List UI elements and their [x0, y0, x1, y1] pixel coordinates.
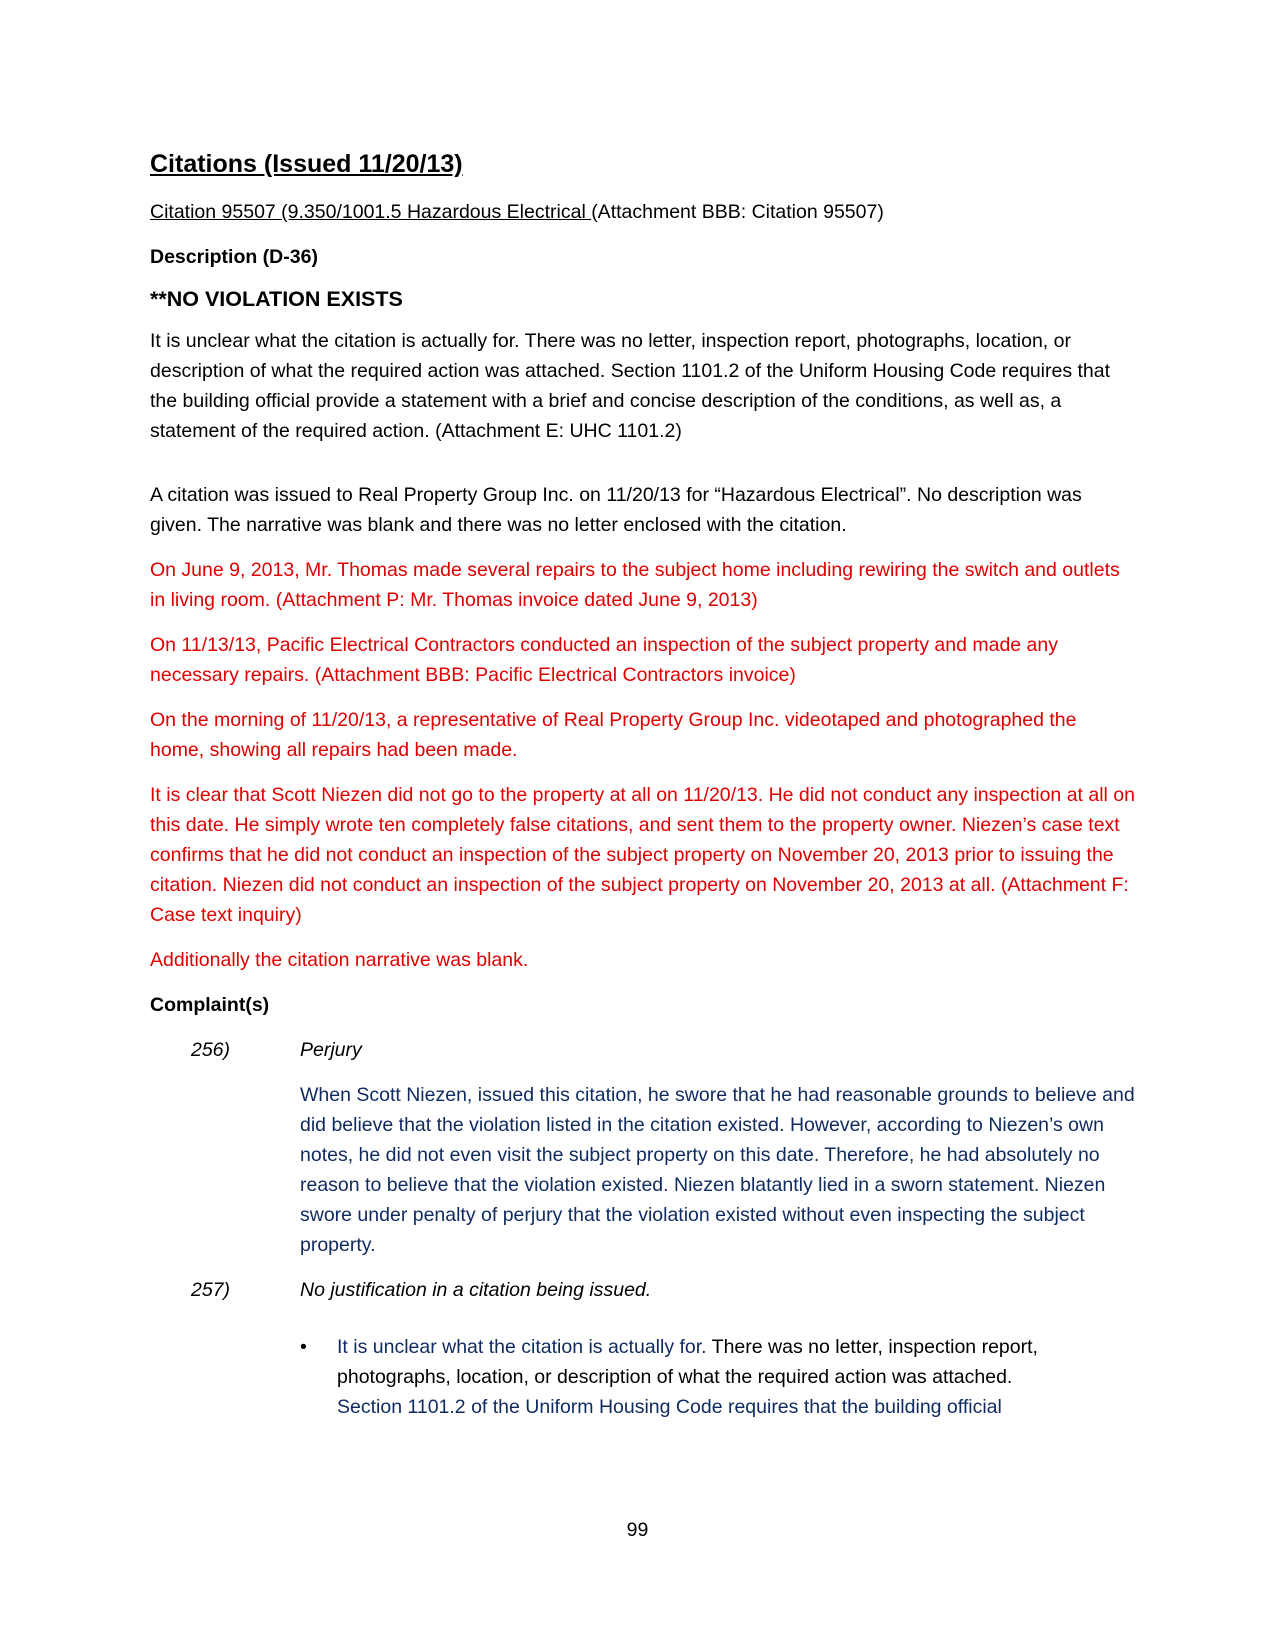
complaint-bullet: [300, 1332, 1135, 1422]
paragraph-june-repairs: On June 9, 2013, Mr. Thomas made several repairs to the subject home including rewiring the switch and outlets in living room. (Attachment P: Mr. Thomas invoice dated June 9, 2013): [150, 559, 1120, 611]
complaint-title: Perjury: [300, 1039, 362, 1061]
complaints-label: Complaint(s): [150, 994, 270, 1016]
paragraph-videotaped: On the morning of 11/20/13, a representative of Real Property Group Inc. videotaped and photographed the home, showing all repairs had been made.: [150, 709, 1077, 761]
citation-line: [150, 197, 1135, 227]
no-violation-heading: **NO VIOLATION EXISTS: [150, 287, 403, 311]
complaint-title: No justification in a citation being issued.: [300, 1279, 652, 1301]
citation-reference: Citation 95507 (9.350/1001.5 Hazardous Electrical: [150, 201, 592, 223]
complaint-item-256: [150, 1035, 1135, 1065]
complaint-number: 256): [190, 1039, 230, 1061]
paragraph-narrative-blank: Additionally the citation narrative was blank.: [150, 949, 529, 971]
complaint-item-257: [150, 1275, 1135, 1305]
paragraph-no-inspection: It is clear that Scott Niezen did not go to the property at all on 11/20/13. He did not conduct any inspection at all on this date. He simply wrote ten completely false citations, and sent them to the property owner. Niezen’s case text confirms that he did not conduct an inspection of the subject property on November 20, 2013 prior to issuing the citation. Niezen did not conduct an inspection of the subject property on November 20, 2013 at all. (Attachment F: Case text inquiry): [150, 784, 1135, 926]
bullet-text-part3: Section 1101.2 of the Uniform Housing Code requires that the building official: [337, 1396, 1002, 1418]
page-number: 99: [626, 1519, 649, 1541]
complaint-body: When Scott Niezen, issued this citation, he swore that he had reasonable grounds to believe and did believe that the violation listed in the citation existed. However, according to Niezen’s own notes, he did not even visit the subject property on this date. Therefore, he had absolutely no reason to believe that the violation existed. Niezen blatantly lied in a sworn statement. Niezen swore under penalty of perjury that the violation existed without even inspecting the subject property.: [300, 1084, 1135, 1256]
bullet-text-part1: It is unclear what the citation is actually for.: [337, 1336, 707, 1358]
complaint-number: 257): [190, 1279, 230, 1301]
citation-attachment: (Attachment BBB: Citation 95507): [591, 201, 884, 223]
description-label: Description (D-36): [150, 246, 318, 268]
page-content: [150, 150, 1135, 1422]
paragraph-unclear-citation: It is unclear what the citation is actually for. There was no letter, inspection report, photographs, location, or description of what the required action was attached. Section 1101.2 of the Uniform Housing Code requires that the building official provide a statement with a brief and concise description of the conditions, as well as, a statement of the required action. (Attachment E: UHC 1101.2): [150, 330, 1111, 442]
paragraph-pacific-electrical: On 11/13/13, Pacific Electrical Contractors conducted an inspection of the subject property and made any necessary repairs. (Attachment BBB: Pacific Electrical Contractors invoice): [150, 634, 1058, 686]
bullet-text: [337, 1332, 1135, 1422]
paragraph-citation-issued: A citation was issued to Real Property Group Inc. on 11/20/13 for “Hazardous Electrical”. No description was given. The narrative was blank and there was no letter enclosed with the citation.: [150, 484, 1082, 536]
bullet-text-part2: There was no letter, inspection report, photographs, location, or description of what the required action was attached.: [337, 1336, 1038, 1388]
bullet-dot-icon: •: [300, 1336, 307, 1358]
section-heading: Citations (Issued 11/20/13): [150, 150, 463, 178]
